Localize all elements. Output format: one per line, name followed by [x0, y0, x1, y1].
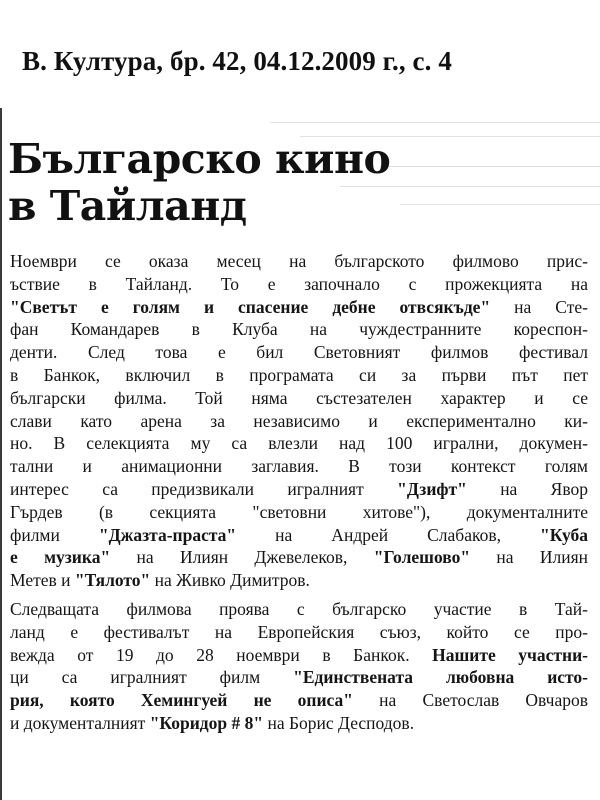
bold-title-text: "Тялото": [74, 570, 151, 591]
text-line: [10, 524, 588, 547]
bleed-through-line: [380, 166, 600, 167]
text-line: [10, 501, 588, 524]
bleed-through-line: [270, 122, 600, 123]
body-text: на Сте-: [490, 296, 588, 317]
text-line: [10, 689, 588, 712]
text-line: [10, 569, 588, 592]
body-text: филми: [10, 524, 99, 545]
body-text: на Живко Димитров.: [150, 570, 310, 591]
body-text: Ноември се оказа месец на българското филмово прис-: [10, 251, 588, 271]
text-line: [10, 621, 588, 644]
text-line: [10, 455, 588, 478]
text-line: [10, 478, 588, 501]
body-text: на Илиян Джевелеков,: [110, 547, 374, 568]
body-text: фан Командарев в Клуба на чуждестранните кореспон-: [10, 319, 588, 340]
column-rule: [0, 108, 2, 800]
bleed-through-line: [400, 204, 600, 205]
article-title-line: в Тайланд: [8, 182, 247, 230]
bold-title-text: "Коридор # 8": [149, 712, 264, 733]
body-text: и документалният: [10, 712, 150, 733]
bold-title-text: Нашите участни-: [432, 644, 588, 665]
text-line: [10, 598, 588, 621]
text-line: [10, 273, 588, 296]
body-text: Метев и: [10, 570, 75, 591]
body-text: на Илиян: [470, 547, 588, 568]
text-line: [10, 318, 588, 341]
bold-title-text: е музика": [10, 547, 111, 568]
body-text: ци са игралният филм: [10, 667, 294, 688]
article-paragraph: [10, 598, 588, 735]
body-text: слави като арена за независимо и експериментално ки-: [10, 410, 588, 431]
text-line: [10, 364, 588, 387]
bold-title-text: "Дзифт": [397, 478, 467, 499]
text-line: [10, 410, 588, 433]
bold-title-text: "Единствената любовна исто-: [293, 667, 589, 688]
text-line: [10, 712, 588, 735]
article-title-line: Българско кино: [8, 135, 391, 183]
newspaper-clipping: [0, 108, 600, 800]
body-text: на Андрей Слабаков,: [236, 524, 540, 545]
bold-title-text: "Джазта-праста": [98, 524, 237, 545]
text-line: [10, 296, 588, 319]
bold-title-text: "Светът е голям и спасение дебне отвсякъде": [10, 296, 491, 317]
text-line: [10, 341, 588, 364]
body-text: вежда от 19 до 28 ноември в Банкок.: [10, 644, 433, 665]
source-header: В. Култура, бр. 42, 04.12.2009 г., с. 4: [22, 46, 452, 76]
text-line: [10, 250, 588, 273]
body-text: но. В селекцията му са влезли над 100 игрални, докумен-: [10, 433, 588, 454]
body-text: Следващата филмова проява с българско участие в Тай-: [10, 598, 588, 619]
body-text: денти. След това е бил Световният филмов фестивал: [10, 342, 588, 363]
body-text: тални и анимационни заглавия. В този контекст голям: [10, 456, 588, 477]
article-title: [8, 136, 390, 230]
body-text: на Светослав Овчаров: [352, 690, 588, 711]
body-text: ъствие в Тайланд. То е започнало с прожекцията на: [10, 273, 588, 294]
body-text: ланд е фестивалът на Европейския съюз, който се про-: [10, 621, 588, 642]
body-text: на Борис Десподов.: [263, 712, 415, 733]
body-text: на Явор: [466, 478, 588, 499]
text-line: [10, 546, 588, 569]
body-text: български филма. Той няма състезателен характер и се: [10, 387, 588, 408]
text-line: [10, 644, 588, 667]
text-line: [10, 387, 588, 410]
text-line: [10, 666, 588, 689]
body-text: Гърдев (в секцията "световни хитове"), документалните: [10, 501, 588, 522]
body-text: в Банкок, включил в програмата си за първи път пет: [10, 364, 588, 385]
bold-title-text: "Куба: [539, 524, 588, 545]
bold-title-text: рия, която Хемингуей не описа": [10, 690, 353, 711]
article-paragraph: [10, 250, 588, 592]
body-text: интерес са предизвикали игралният: [10, 478, 398, 499]
bold-title-text: "Голешово": [373, 547, 471, 568]
article-body: [10, 250, 588, 741]
text-line: [10, 432, 588, 455]
